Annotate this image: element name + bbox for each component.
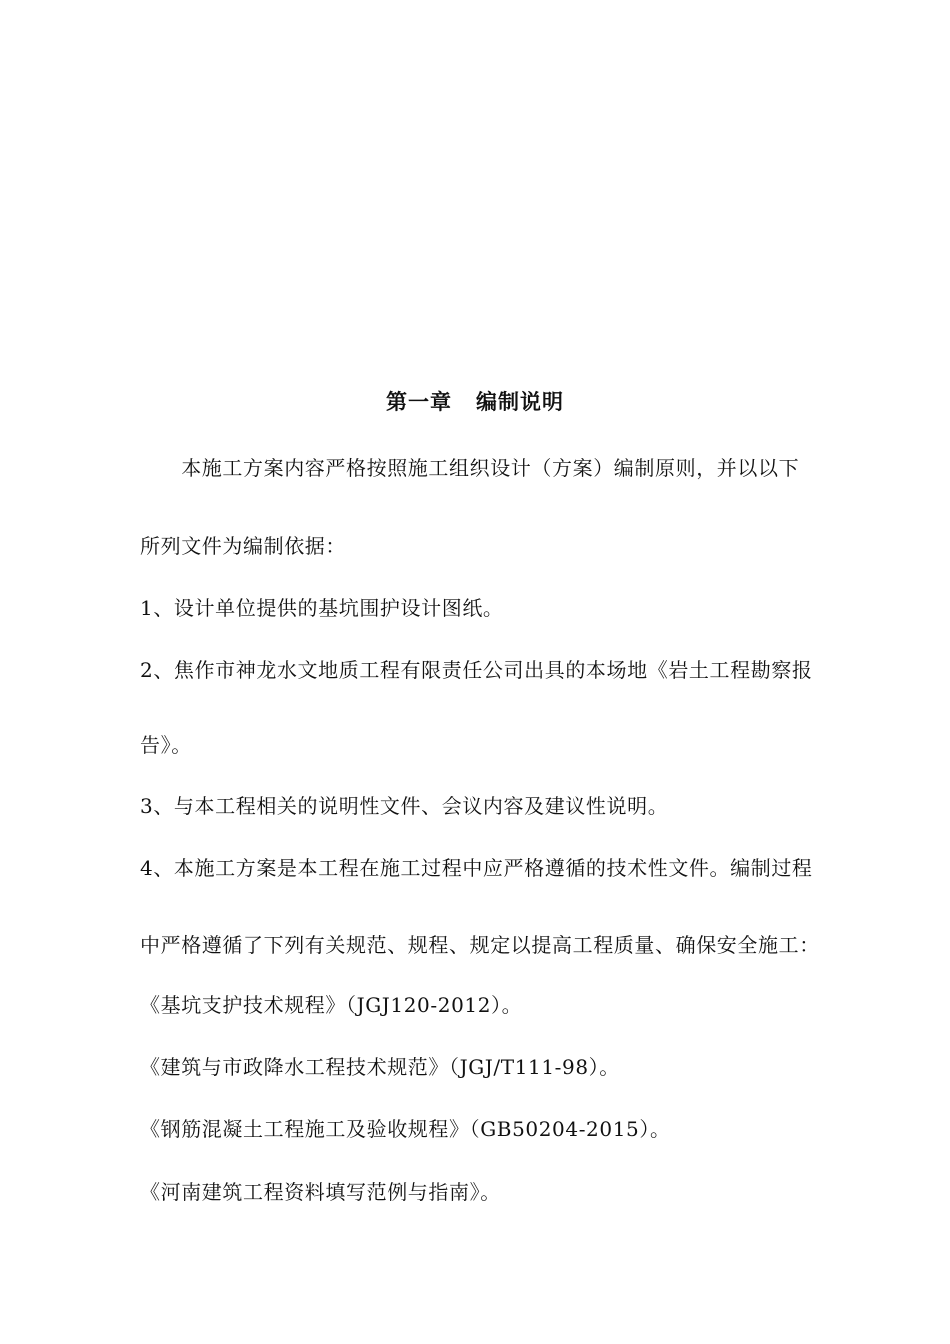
standard-item-4: 《河南建筑工程资料填写范例与指南》。 [140, 1180, 501, 1204]
list-item-1: 1、设计单位提供的基坑围护设计图纸。 [140, 596, 504, 620]
list-item-2-line-1: 2、焦作市神龙水文地质工程有限责任公司出具的本场地《岩土工程勘察报 [140, 658, 813, 682]
list-item-4-line-1: 4、本施工方案是本工程在施工过程中应严格遵循的技术性文件。编制过程 [140, 856, 813, 880]
list-item-3: 3、与本工程相关的说明性文件、会议内容及建议性说明。 [140, 794, 669, 818]
standard-item-1: 《基坑支护技术规程》（JGJ120-2012）。 [140, 993, 523, 1017]
list-item-2-line-2: 告》。 [140, 733, 192, 757]
chapter-number: 第一章 [386, 389, 452, 414]
list-item-4-line-2: 中严格遵循了下列有关规范、规程、规定以提高工程质量、确保安全施工： [140, 933, 820, 957]
standard-item-2: 《建筑与市政降水工程技术规范》（JGJ/T111-98）。 [140, 1055, 620, 1079]
chapter-title: 编制说明 [476, 389, 564, 414]
paragraph-intro-line-1: 本施工方案内容严格按照施工组织设计（方案）编制原则，并以以下 [140, 456, 800, 480]
paragraph-intro-line-2: 所列文件为编制依据： [140, 534, 346, 558]
chapter-heading [0, 386, 950, 416]
standard-item-3: 《钢筋混凝土工程施工及验收规程》（GB50204-2015）。 [140, 1117, 671, 1141]
